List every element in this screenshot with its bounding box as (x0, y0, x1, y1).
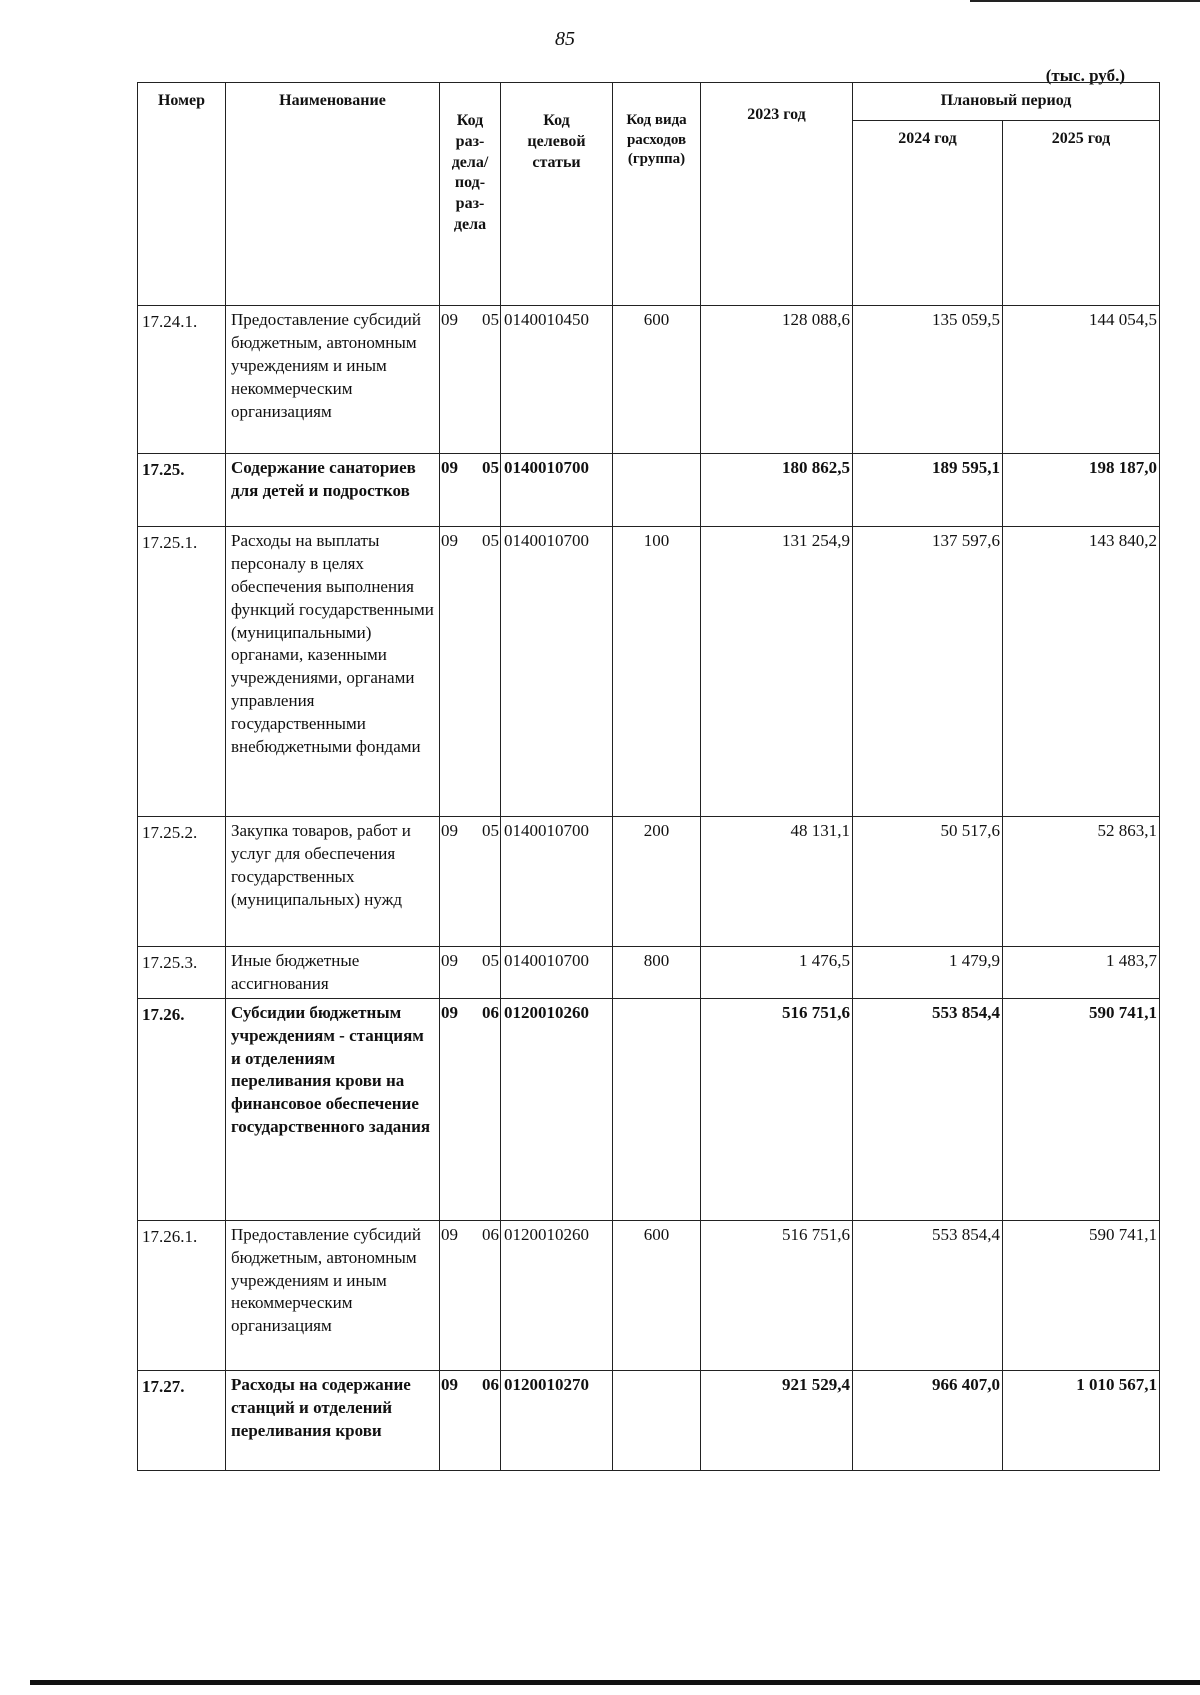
page-number: 85 (555, 28, 575, 50)
row-value-2025: 590 741,1 (1003, 1220, 1160, 1370)
header-name: Наименование (226, 83, 440, 306)
row-subsection: 05 (472, 305, 501, 453)
header-target-code (501, 83, 613, 306)
row-number: 17.25.2. (138, 816, 226, 946)
table-row (138, 1370, 1160, 1470)
table-row (138, 816, 1160, 946)
row-name: Закупка товаров, работ и услуг для обеспечения государственных (муниципальных) нужд (226, 816, 440, 946)
row-value-2023: 128 088,6 (701, 305, 853, 453)
row-expense-group (613, 998, 701, 1220)
row-subsection: 06 (472, 1220, 501, 1370)
row-value-2023: 48 131,1 (701, 816, 853, 946)
row-expense-group (613, 1370, 701, 1470)
table-row (138, 453, 1160, 526)
row-subsection: 06 (472, 1370, 501, 1470)
row-target-code: 0140010450 (501, 305, 613, 453)
header-2024: 2024 год (853, 120, 1003, 305)
row-section: 09 (440, 305, 472, 453)
row-target-code: 0120010260 (501, 998, 613, 1220)
row-value-2025: 143 840,2 (1003, 526, 1160, 816)
header-expense-kind-text: Код вида расходов (группа) (626, 112, 687, 167)
header-number: Номер (138, 83, 226, 306)
row-target-code: 0140010700 (501, 816, 613, 946)
row-expense-group: 100 (613, 526, 701, 816)
row-value-2024: 135 059,5 (853, 305, 1003, 453)
header-section-code-text: Код раз- дела/ под- раз- дела (451, 112, 489, 233)
row-section: 09 (440, 526, 472, 816)
row-value-2025: 198 187,0 (1003, 453, 1160, 526)
row-section: 09 (440, 998, 472, 1220)
row-expense-group: 600 (613, 305, 701, 453)
table-row (138, 946, 1160, 998)
row-section: 09 (440, 1370, 472, 1470)
row-subsection: 05 (472, 946, 501, 998)
row-number: 17.27. (138, 1370, 226, 1470)
row-value-2025: 52 863,1 (1003, 816, 1160, 946)
row-expense-group (613, 453, 701, 526)
row-value-2023: 131 254,9 (701, 526, 853, 816)
row-value-2023: 180 862,5 (701, 453, 853, 526)
row-value-2023: 1 476,5 (701, 946, 853, 998)
top-rule (970, 0, 1200, 2)
row-expense-group: 800 (613, 946, 701, 998)
row-target-code: 0120010270 (501, 1370, 613, 1470)
row-name: Предоставление субсидий бюджетным, автономным учреждениям и иным некоммерческим организациям (226, 305, 440, 453)
row-value-2024: 553 854,4 (853, 998, 1003, 1220)
row-value-2024: 1 479,9 (853, 946, 1003, 998)
header-expense-kind (613, 83, 701, 306)
row-name: Расходы на содержание станций и отделений переливания крови (226, 1370, 440, 1470)
row-value-2025: 1 483,7 (1003, 946, 1160, 998)
header-planned-period: Плановый период (853, 83, 1160, 121)
row-value-2024: 137 597,6 (853, 526, 1003, 816)
row-section: 09 (440, 946, 472, 998)
units-label: (тыс. руб.) (1045, 66, 1125, 85)
row-value-2023: 516 751,6 (701, 1220, 853, 1370)
table-row (138, 526, 1160, 816)
row-target-code: 0140010700 (501, 946, 613, 998)
row-value-2023: 921 529,4 (701, 1370, 853, 1470)
budget-table (137, 82, 1160, 1471)
table-row (138, 305, 1160, 453)
row-number: 17.25.3. (138, 946, 226, 998)
row-target-code: 0140010700 (501, 526, 613, 816)
header-section-code (440, 83, 501, 306)
row-section: 09 (440, 1220, 472, 1370)
row-number: 17.26. (138, 998, 226, 1220)
row-name: Содержание санаториев для детей и подростков (226, 453, 440, 526)
row-value-2024: 50 517,6 (853, 816, 1003, 946)
row-expense-group: 200 (613, 816, 701, 946)
header-2023: 2023 год (701, 83, 853, 306)
row-name: Расходы на выплаты персоналу в целях обеспечения выполнения функций государственными (муниципальными) органами, казенными учреждениями, органами управления государственными внебюджетными фондами (226, 526, 440, 816)
row-target-code: 0120010260 (501, 1220, 613, 1370)
row-subsection: 06 (472, 998, 501, 1220)
row-target-code: 0140010700 (501, 453, 613, 526)
bottom-rule (30, 1680, 1200, 1685)
row-value-2024: 966 407,0 (853, 1370, 1003, 1470)
row-value-2025: 590 741,1 (1003, 998, 1160, 1220)
row-subsection: 05 (472, 453, 501, 526)
row-number: 17.25.1. (138, 526, 226, 816)
header-2025: 2025 год (1003, 120, 1160, 305)
row-number: 17.24.1. (138, 305, 226, 453)
row-section: 09 (440, 453, 472, 526)
row-name: Предоставление субсидий бюджетным, автономным учреждениям и иным некоммерческим организациям (226, 1220, 440, 1370)
table-row (138, 1220, 1160, 1370)
row-name: Субсидии бюджетным учреждениям - станциям и отделениям переливания крови на финансовое обеспечение государственного задания (226, 998, 440, 1220)
table-row (138, 998, 1160, 1220)
row-expense-group: 600 (613, 1220, 701, 1370)
row-value-2025: 1 010 567,1 (1003, 1370, 1160, 1470)
row-number: 17.26.1. (138, 1220, 226, 1370)
row-name: Иные бюджетные ассигнования (226, 946, 440, 998)
row-number: 17.25. (138, 453, 226, 526)
row-subsection: 05 (472, 816, 501, 946)
row-value-2023: 516 751,6 (701, 998, 853, 1220)
row-value-2024: 553 854,4 (853, 1220, 1003, 1370)
row-value-2025: 144 054,5 (1003, 305, 1160, 453)
row-subsection: 05 (472, 526, 501, 816)
header-target-code-text: Код целевой статьи (527, 112, 586, 171)
row-value-2024: 189 595,1 (853, 453, 1003, 526)
row-section: 09 (440, 816, 472, 946)
